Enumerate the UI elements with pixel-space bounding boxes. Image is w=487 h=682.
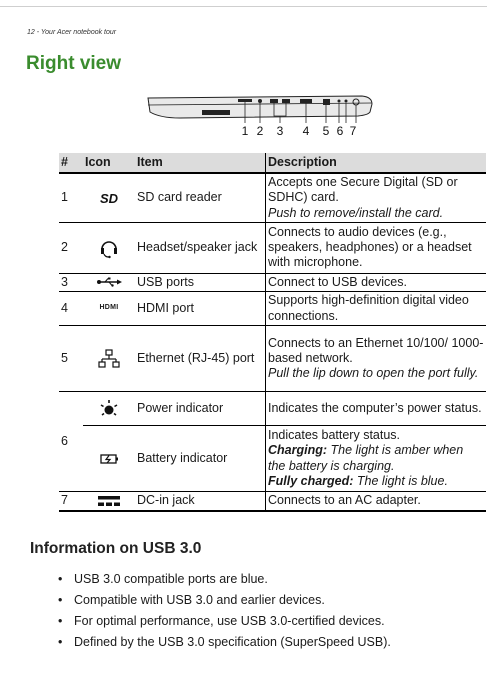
table-row	[59, 492, 486, 511]
table-row	[59, 426, 486, 492]
table-row	[59, 222, 486, 273]
header-rule	[0, 6, 487, 7]
row-num: 7	[59, 492, 83, 511]
row-desc: Connects to an Ethernet 10/100/ 1000-based network.	[268, 335, 484, 365]
header-num: #	[59, 153, 83, 173]
running-header: 12 - Your Acer notebook tour	[27, 29, 117, 36]
laptop-right-view-illustration	[140, 88, 380, 138]
charging-label: Charging:	[268, 443, 328, 458]
section-heading: Information on USB 3.0	[30, 540, 202, 557]
callout-4: 4	[302, 124, 310, 138]
dc-in-icon	[97, 495, 121, 507]
callout-2: 2	[256, 124, 264, 138]
row-item: Ethernet (RJ-45) port	[135, 326, 266, 392]
table-row	[59, 392, 486, 426]
hdmi-icon: HDMI	[99, 304, 119, 312]
row-num: 3	[59, 273, 83, 291]
row-desc: Connects to audio devices (e.g., speakers, headphones) or a headset with microphone.	[266, 222, 487, 273]
row-desc: Indicates the computer’s power status.	[266, 392, 487, 426]
row-desc-note: Push to remove/install the card.	[268, 205, 444, 220]
right-view-table	[59, 153, 486, 512]
row-num: 2	[59, 222, 83, 273]
table-row	[59, 173, 486, 222]
callout-5: 5	[322, 124, 330, 138]
table-header-row	[59, 153, 486, 173]
power-indicator-icon	[99, 399, 119, 419]
row-item: SD card reader	[135, 173, 266, 222]
ethernet-icon	[98, 349, 120, 369]
list-item: • For optimal performance, use USB 3.0-certified devices.	[58, 611, 391, 632]
usb3-info-list	[58, 569, 391, 653]
table-row	[59, 292, 486, 326]
row-desc: Supports high-definition digital video connections.	[266, 292, 487, 326]
fully-charged-label: Fully charged:	[268, 473, 354, 488]
row-desc-note: Pull the lip down to open the port fully.	[268, 366, 479, 381]
row-num: 4	[59, 292, 83, 326]
list-item: • USB 3.0 compatible ports are blue.	[58, 569, 391, 590]
row-num: 6	[59, 392, 83, 492]
table-row	[59, 326, 486, 392]
charging-text: The light is amber when the battery is charging.	[268, 443, 464, 473]
row-item: Battery indicator	[135, 426, 266, 492]
page-title: Right view	[26, 53, 122, 74]
header-item: Item	[135, 153, 266, 173]
row-desc: Connects to an AC adapter.	[266, 492, 487, 511]
row-item: DC-in jack	[135, 492, 266, 511]
row-desc: Accepts one Secure Digital (SD or SDHC) card.	[268, 175, 458, 205]
row-item: USB ports	[135, 273, 266, 291]
row-num: 1	[59, 173, 83, 222]
list-item: • Defined by the USB 3.0 specification (SuperSpeed USB).	[58, 632, 391, 653]
header-icon: Icon	[83, 153, 135, 173]
callout-7: 7	[349, 124, 357, 138]
row-item: Headset/speaker jack	[135, 222, 266, 273]
row-num: 5	[59, 326, 83, 392]
usb-icon	[96, 277, 122, 287]
row-item: HDMI port	[135, 292, 266, 326]
row-item: Power indicator	[135, 392, 266, 426]
list-item: • Compatible with USB 3.0 and earlier devices.	[58, 590, 391, 611]
row-desc: Connect to USB devices.	[266, 273, 487, 291]
callout-3: 3	[276, 124, 284, 138]
table-row	[59, 273, 486, 291]
sd-card-icon	[92, 192, 126, 204]
svg-text:SD: SD	[99, 191, 119, 204]
row-desc: Indicates battery status.	[268, 428, 401, 442]
battery-icon	[98, 453, 120, 465]
headset-icon	[99, 237, 119, 259]
callout-6: 6	[336, 124, 344, 138]
header-description: Description	[266, 153, 487, 173]
callout-1: 1	[241, 124, 249, 138]
fully-charged-text: The light is blue.	[353, 473, 448, 488]
